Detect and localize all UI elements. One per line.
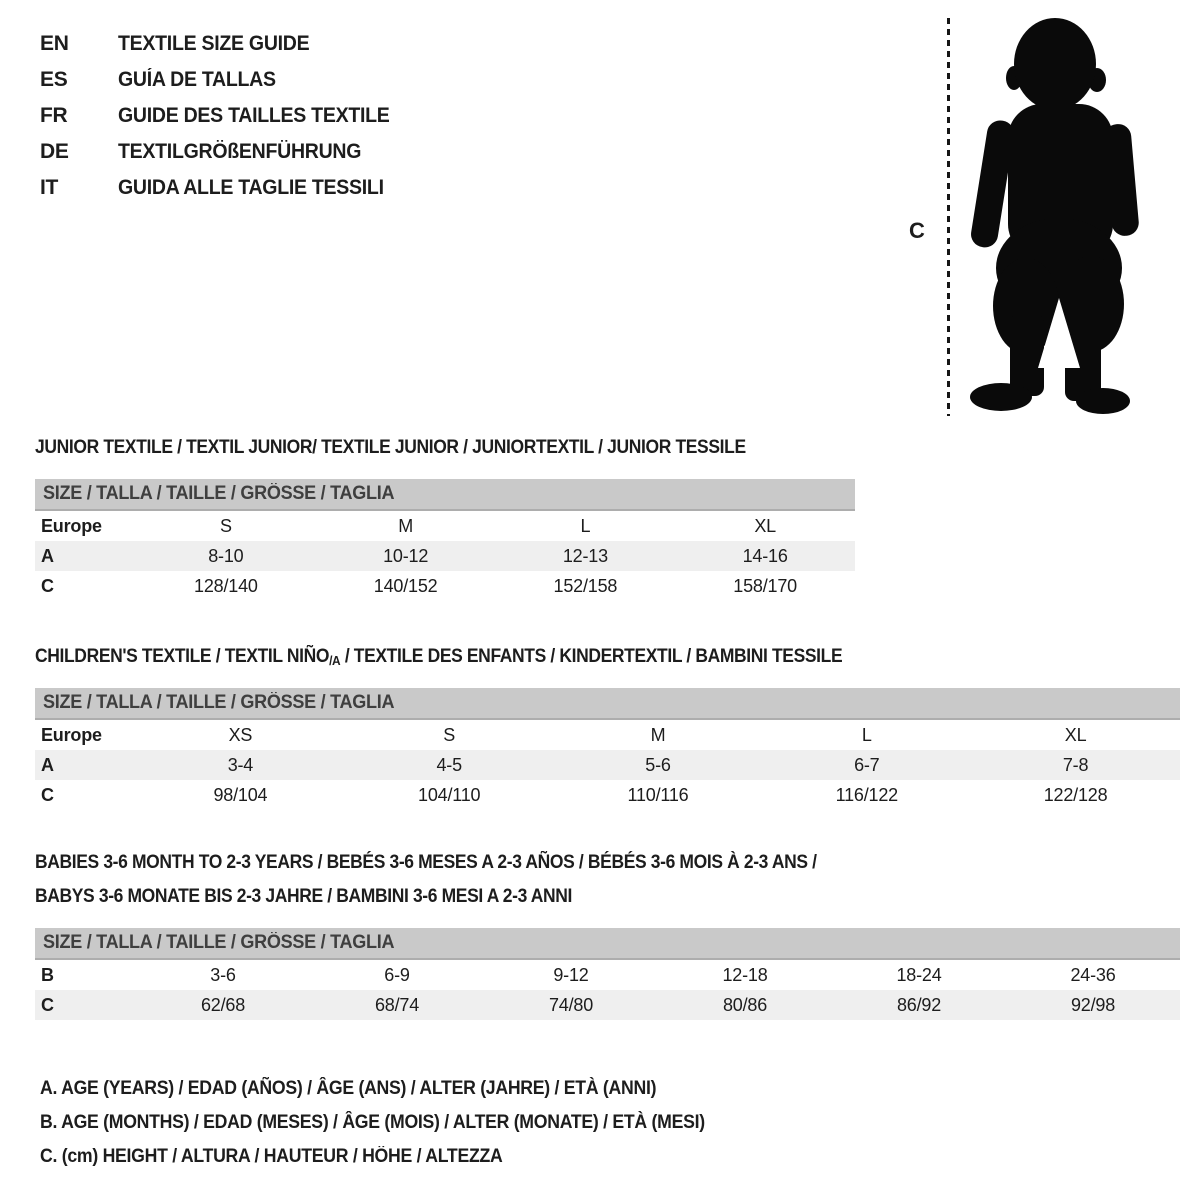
value-cell: 122/128 xyxy=(1043,784,1108,805)
value-cell: L xyxy=(580,515,591,536)
height-measure-label: C xyxy=(909,218,925,243)
legend-text: C. (cm) HEIGHT / ALTURA / HAUTEUR / HÖHE / ALTEZZA xyxy=(40,1146,503,1167)
row-label-cell: A xyxy=(41,545,54,566)
section-babies-textile xyxy=(35,846,1180,1020)
value-cell: 128/140 xyxy=(194,575,258,596)
table-row xyxy=(35,990,1180,1020)
value-cell: S xyxy=(219,515,232,536)
size-header-bar xyxy=(35,479,855,511)
value-cell: 12-13 xyxy=(562,545,608,566)
lang-title: TEXTILE SIZE GUIDE xyxy=(118,32,310,55)
lang-code: FR xyxy=(40,104,68,127)
section-title-text xyxy=(35,646,842,668)
value-cell: 86/92 xyxy=(896,994,942,1015)
table-row xyxy=(35,571,855,601)
table-row xyxy=(35,750,1180,780)
row-label-cell: A xyxy=(41,754,54,775)
value-cell: XL xyxy=(754,515,776,536)
section-title xyxy=(35,646,1180,666)
table-row xyxy=(35,511,855,541)
section-title-text: JUNIOR TEXTILE / TEXTIL JUNIOR/ TEXTILE JUNIOR / JUNIORTEXTIL / JUNIOR TESSILE xyxy=(35,437,746,458)
row-label-cell: C xyxy=(41,784,54,805)
lang-row-it xyxy=(40,170,410,206)
value-cell: 92/98 xyxy=(1070,994,1116,1015)
section-title-text: BABYS 3-6 MONATE BIS 2-3 JAHRE / BAMBINI 3-6 MESI A 2-3 ANNI xyxy=(35,886,573,907)
value-cell: XL xyxy=(1064,724,1087,745)
value-cell: L xyxy=(861,724,872,745)
language-title-list xyxy=(40,26,410,206)
value-cell: 24-36 xyxy=(1070,964,1116,985)
value-cell: 18-24 xyxy=(896,964,942,985)
size-header-text: SIZE / TALLA / TAILLE / GRÖSSE / TAGLIA xyxy=(43,483,395,504)
lang-code: ES xyxy=(40,68,68,91)
value-cell: 3-6 xyxy=(210,964,236,985)
value-cell: 74/80 xyxy=(548,994,594,1015)
table-row xyxy=(35,780,1180,810)
value-cell: M xyxy=(398,515,414,536)
value-cell: S xyxy=(443,724,456,745)
section-title-line-1 xyxy=(35,846,1180,880)
table-row xyxy=(35,541,855,571)
lang-row-de xyxy=(40,134,410,170)
value-cell: 6-9 xyxy=(384,964,410,985)
size-header-bar xyxy=(35,688,1180,720)
value-cell: 9-12 xyxy=(553,964,589,985)
title-suffix: / TEXTILE DES ENFANTS / KINDERTEXTIL / BAMBINI TESSILE xyxy=(340,646,843,667)
value-cell: 80/86 xyxy=(722,994,768,1015)
title-subscript: /A xyxy=(329,653,341,668)
section-title-text: BABIES 3-6 MONTH TO 2-3 YEARS / BEBÉS 3-6 MESES A 2-3 AÑOS / BÉBÉS 3-6 MOIS À 2-3 ANS / xyxy=(35,852,817,873)
value-cell: 10-12 xyxy=(383,545,429,566)
legend-line-a xyxy=(40,1072,755,1106)
section-junior-textile xyxy=(35,437,855,601)
value-cell: 104/110 xyxy=(418,784,481,805)
section-children-textile xyxy=(35,646,1180,810)
height-dashed-line xyxy=(947,18,950,416)
value-cell: 12-18 xyxy=(722,964,768,985)
row-label-cell: C xyxy=(41,575,54,596)
value-cell: 3-4 xyxy=(227,754,254,775)
value-cell: 7-8 xyxy=(1062,754,1089,775)
legend-line-c xyxy=(40,1140,755,1174)
lang-row-es xyxy=(40,62,410,98)
section-title-line-2 xyxy=(35,880,1180,914)
value-cell: 5-6 xyxy=(645,754,671,775)
value-cell: 152/158 xyxy=(553,575,618,596)
lang-title: TEXTILGRÖßENFÜHRUNG xyxy=(118,140,362,163)
lang-title: GUIDA ALLE TAGLIE TESSILI xyxy=(118,176,384,199)
value-cell: XS xyxy=(228,724,253,745)
lang-title: GUÍA DE TALLAS xyxy=(118,68,276,91)
lang-code: IT xyxy=(40,176,59,199)
legend-text: B. AGE (MONTHS) / EDAD (MESES) / ÂGE (MOIS) / ALTER (MONATE) / ETÀ (MESI) xyxy=(40,1112,705,1133)
row-label-cell: C xyxy=(41,994,54,1015)
lang-title: GUIDE DES TAILLES TEXTILE xyxy=(118,104,390,127)
size-header-text: SIZE / TALLA / TAILLE / GRÖSSE / TAGLIA xyxy=(43,692,395,713)
section-title xyxy=(35,437,855,457)
lang-code: DE xyxy=(40,140,69,163)
value-cell: 98/104 xyxy=(213,784,268,805)
lang-row-en xyxy=(40,26,410,62)
value-cell: 68/74 xyxy=(374,994,420,1015)
legend-line-b xyxy=(40,1106,755,1140)
row-label-cell: Europe xyxy=(41,515,102,536)
table-row xyxy=(35,720,1180,750)
value-cell: M xyxy=(650,724,666,745)
table-row xyxy=(35,960,1180,990)
value-cell: 8-10 xyxy=(208,545,244,566)
title-prefix: CHILDREN'S TEXTILE / TEXTIL NIÑO xyxy=(35,646,330,667)
value-cell: 110/116 xyxy=(627,784,689,805)
row-label-cell: B xyxy=(41,964,54,985)
value-cell: 158/170 xyxy=(733,575,797,596)
size-header-bar xyxy=(35,928,1180,960)
value-cell: 4-5 xyxy=(436,754,462,775)
value-cell: 116/122 xyxy=(835,784,898,805)
value-cell: 14-16 xyxy=(742,545,788,566)
legend-text: A. AGE (YEARS) / EDAD (AÑOS) / ÂGE (ANS) / ALTER (JAHRE) / ETÀ (ANNI) xyxy=(40,1078,657,1099)
toddler-silhouette-icon xyxy=(963,16,1140,416)
row-label-cell: Europe xyxy=(41,724,102,745)
value-cell: 62/68 xyxy=(200,994,246,1015)
lang-code: EN xyxy=(40,32,69,55)
measure-legend xyxy=(40,1072,755,1174)
value-cell: 6-7 xyxy=(854,754,880,775)
value-cell: 140/152 xyxy=(373,575,438,596)
size-header-text: SIZE / TALLA / TAILLE / GRÖSSE / TAGLIA xyxy=(43,932,395,953)
lang-row-fr xyxy=(40,98,410,134)
